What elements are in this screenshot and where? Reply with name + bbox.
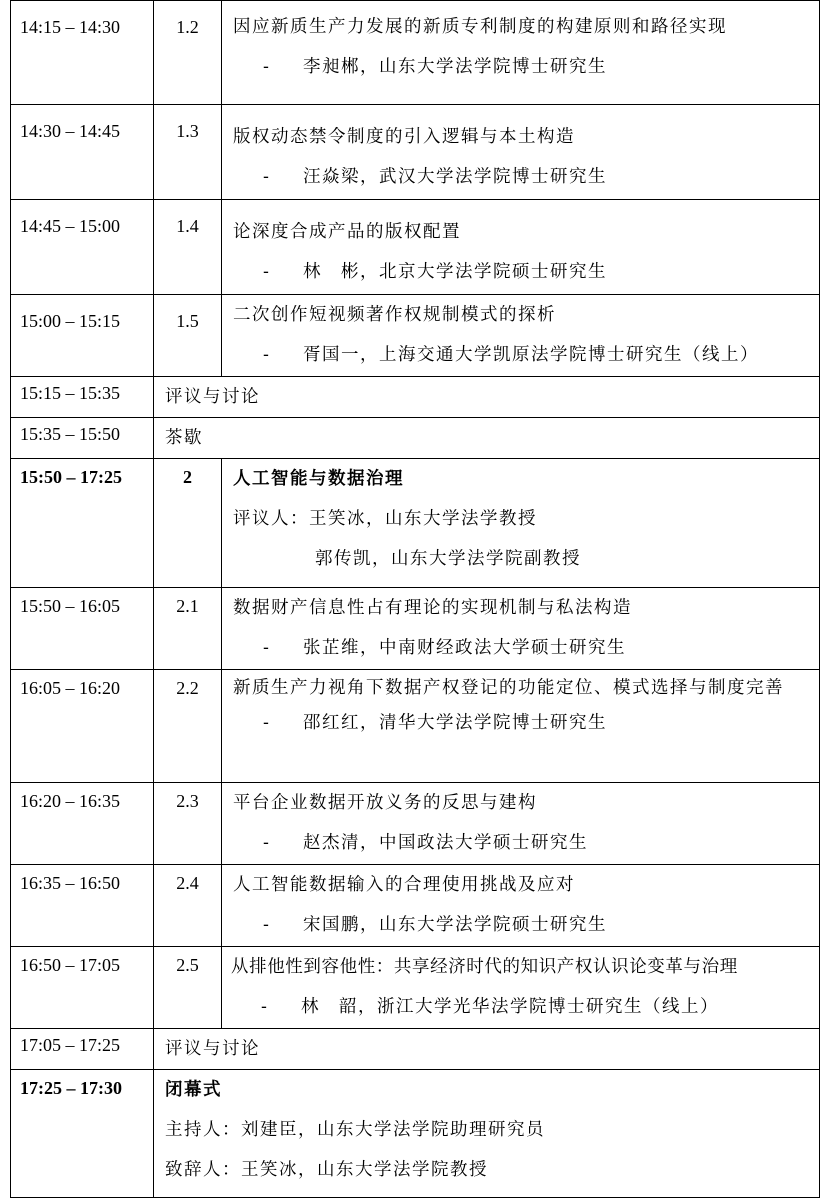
item-number: 2.2	[154, 670, 222, 783]
presentation-cell	[222, 670, 820, 783]
table-row	[11, 295, 820, 377]
speaker-name: 汪焱梁，武汉大学法学院博士研究生	[303, 167, 607, 187]
item-number: 1.3	[154, 105, 222, 200]
time-cell: 16:20 – 16:35	[11, 783, 154, 865]
schedule-table	[10, 0, 820, 1198]
presentation-cell	[222, 1, 820, 105]
speaker-name: 赵杰清，中国政法大学硕士研究生	[303, 833, 588, 853]
table-row	[11, 670, 820, 783]
speaker-dash: -	[263, 57, 271, 77]
break-cell	[154, 418, 820, 459]
speaker-dash: -	[263, 833, 271, 853]
item-number: 1.4	[154, 200, 222, 295]
closing-cell	[154, 1070, 820, 1198]
speech-line: 致辞人：王笑冰，山东大学法学院教授	[165, 1160, 488, 1180]
discussion-cell	[154, 1029, 820, 1070]
speaker-name: 李昶郴，山东大学法学院博士研究生	[303, 57, 607, 77]
time-cell: 14:30 – 14:45	[11, 105, 154, 200]
time-cell: 15:35 – 15:50	[11, 418, 154, 459]
speaker-dash: -	[263, 167, 271, 187]
speaker-name: 胥国一，上海交通大学凯原法学院博士研究生（线上）	[303, 345, 759, 365]
closing-title: 闭幕式	[165, 1080, 222, 1100]
speaker-line	[233, 252, 809, 292]
speaker-dash: -	[263, 345, 271, 365]
table-row	[11, 377, 820, 418]
reviewer-line: 评议人：王笑冰，山东大学法学教授	[233, 509, 537, 529]
table-row	[11, 1, 820, 105]
table-row	[11, 200, 820, 295]
session-number: 2	[154, 459, 222, 588]
reviewer-line: 郭传凯，山东大学法学院副教授	[315, 549, 581, 569]
speaker-name: 宋国鹏，山东大学法学院硕士研究生	[303, 915, 607, 935]
presentation-title: 平台企业数据开放义务的反思与建构	[233, 793, 537, 813]
speaker-line	[233, 703, 809, 743]
speaker-line	[233, 157, 809, 197]
discussion-cell	[154, 377, 820, 418]
session-title: 人工智能与数据治理	[233, 469, 404, 489]
discussion-label: 评议与讨论	[165, 1039, 260, 1059]
presentation-title: 新质生产力视角下数据产权登记的功能定位、模式选择与制度完善	[233, 678, 784, 698]
time-cell: 15:50 – 17:25	[11, 459, 154, 588]
table-row	[11, 105, 820, 200]
item-number: 2.3	[154, 783, 222, 865]
presentation-title: 数据财产信息性占有理论的实现机制与私法构造	[233, 598, 632, 618]
presentation-title: 人工智能数据输入的合理使用挑战及应对	[233, 875, 575, 895]
speaker-line	[233, 628, 809, 668]
time-cell: 15:00 – 15:15	[11, 295, 154, 377]
host-line: 主持人：刘建臣，山东大学法学院助理研究员	[165, 1120, 545, 1140]
table-row	[11, 947, 820, 1029]
item-number: 2.1	[154, 588, 222, 670]
presentation-title: 二次创作短视频著作权规制模式的探析	[233, 305, 556, 325]
speaker-dash: -	[263, 262, 271, 282]
speaker-line	[233, 905, 809, 945]
table-row	[11, 1029, 820, 1070]
table-row	[11, 588, 820, 670]
speaker-dash: -	[261, 997, 269, 1017]
time-cell: 17:05 – 17:25	[11, 1029, 154, 1070]
time-cell: 15:50 – 16:05	[11, 588, 154, 670]
time-cell: 15:15 – 15:35	[11, 377, 154, 418]
speaker-name: 张芷维，中南财经政法大学硕士研究生	[303, 638, 626, 658]
speaker-line	[233, 823, 809, 863]
discussion-label: 评议与讨论	[165, 387, 260, 407]
time-cell: 14:45 – 15:00	[11, 200, 154, 295]
speaker-line	[231, 987, 809, 1027]
presentation-cell	[222, 588, 820, 670]
item-number: 2.4	[154, 865, 222, 947]
time-cell: 14:15 – 14:30	[11, 1, 154, 105]
time-cell: 16:35 – 16:50	[11, 865, 154, 947]
presentation-title: 版权动态禁令制度的引入逻辑与本土构造	[233, 127, 575, 147]
table-row	[11, 865, 820, 947]
speaker-name: 林 韶，浙江大学光华法学院博士研究生（线上）	[301, 997, 719, 1017]
time-cell: 16:50 – 17:05	[11, 947, 154, 1029]
presentation-cell	[222, 105, 820, 200]
time-cell: 16:05 – 16:20	[11, 670, 154, 783]
session-cell	[222, 459, 820, 588]
presentation-cell	[222, 865, 820, 947]
presentation-cell	[222, 947, 820, 1029]
speaker-dash: -	[263, 638, 271, 658]
break-label: 茶歇	[165, 428, 203, 448]
time-cell: 17:25 – 17:30	[11, 1070, 154, 1198]
speaker-dash: -	[263, 713, 271, 733]
presentation-cell	[222, 783, 820, 865]
speaker-line	[233, 335, 809, 375]
presentation-title: 论深度合成产品的版权配置	[233, 222, 461, 242]
speaker-name: 林 彬，北京大学法学院硕士研究生	[303, 262, 607, 282]
item-number: 2.5	[154, 947, 222, 1029]
table-row	[11, 418, 820, 459]
presentation-cell	[222, 295, 820, 377]
speaker-dash: -	[263, 915, 271, 935]
presentation-title: 因应新质生产力发展的新质专利制度的构建原则和路径实现	[233, 17, 727, 37]
speaker-name: 邵红红，清华大学法学院博士研究生	[303, 713, 607, 733]
presentation-cell	[222, 200, 820, 295]
table-row	[11, 783, 820, 865]
item-number: 1.5	[154, 295, 222, 377]
table-row	[11, 1070, 820, 1198]
presentation-title: 从排他性到容他性：共享经济时代的知识产权认识论变革与治理	[231, 957, 738, 977]
speaker-line	[233, 47, 809, 87]
table-row	[11, 459, 820, 588]
item-number: 1.2	[154, 1, 222, 105]
